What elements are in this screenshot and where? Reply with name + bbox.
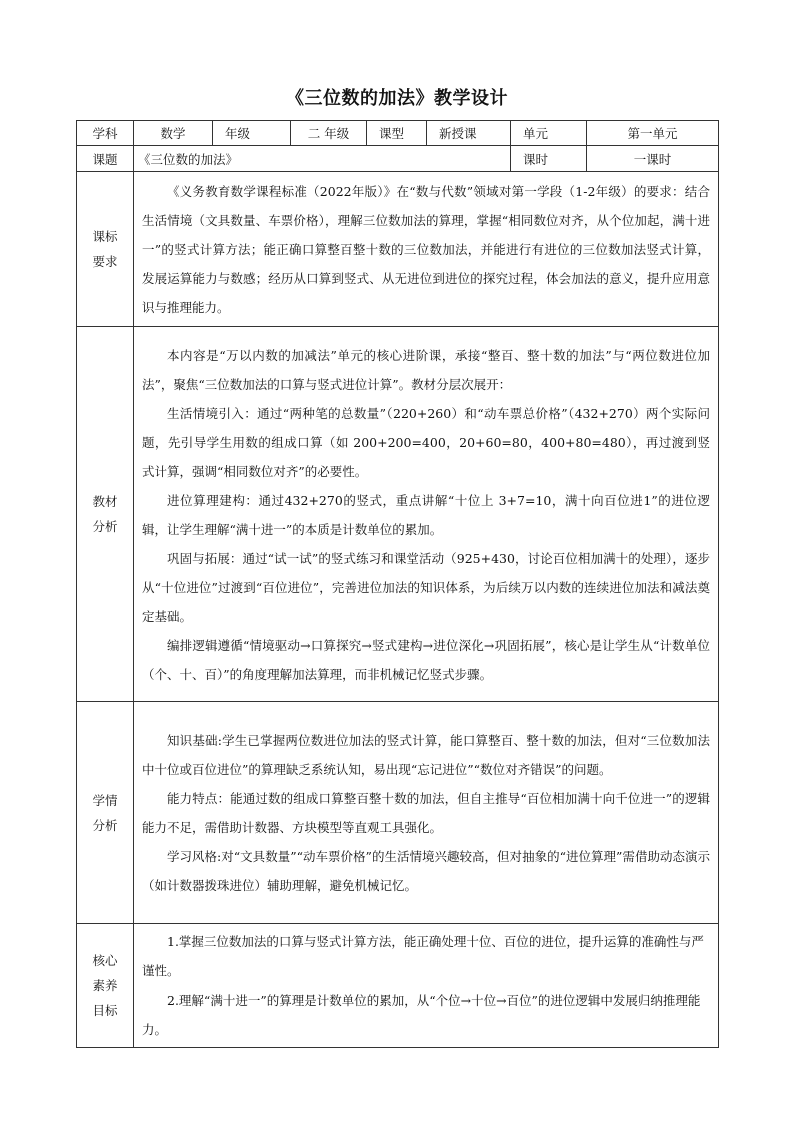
learner-content: [134, 702, 719, 924]
textbook-row: [77, 327, 719, 702]
type-value: 新授课: [427, 121, 511, 146]
lesson-plan-table: [76, 120, 719, 1048]
subject-value: 数学: [134, 121, 213, 146]
goals-row: [77, 924, 719, 1048]
learner-label-line2: 分析: [92, 817, 118, 833]
learner-label: [77, 702, 134, 924]
unit-value: 第一单元: [587, 121, 719, 146]
learner-paragraph: 知识基础:学生已掌握两位数进位加法的竖式计算，能口算整百、整十数的加法，但对“三位数加法中十位或百位进位”的算理缺乏系统认知，易出现“忘记进位”“数位对齐错误”的问题。: [142, 733, 710, 777]
topic-value: 《三位数的加法》: [134, 146, 511, 172]
goal-item: 1.掌握三位数加法的口算与竖式计算方法，能正确处理十位、百位的进位，提升运算的准确性与严谨性。: [142, 933, 704, 978]
learner-paragraph: 能力特点：能通过数的组成口算整百整十数的加法，但自主推导“百位相加满十向千位进一”的逻辑能力不足，需借助计数器、方块模型等直观工具强化。: [142, 791, 710, 835]
textbook-paragraph: 生活情境引入：通过“两种笔的总数量”（220+260）和“动车票总价格”（432+270）两个实际问题，先引导学生用数的组成口算（如 200+200=400，20+60=80，400+80=480），再过渡到竖式计算，强调“相同数位对齐”的必要性。: [142, 405, 710, 479]
textbook-paragraph: 巩固与拓展：通过“试一试”的竖式练习和课堂活动（925+430，讨论百位相加满十的处理），逐步从“十位进位”过渡到“百位进位”，完善进位加法的知识体系，为后续万以内数的连续进位加法和减法奠定基础。: [142, 550, 710, 624]
type-label: 课型: [367, 121, 427, 146]
goals-label-line3: 目标: [92, 1003, 118, 1018]
textbook-label: [77, 327, 134, 702]
goals-label-line2: 素养: [92, 978, 118, 993]
grade-label: 年级: [213, 121, 291, 146]
learner-paragraph: 学习风格:对“文具数量”“动车票价格”的生活情境兴趣较高，但对抽象的“进位算理”需借助动态演示（如计数器拨珠进位）辅助理解，避免机械记忆。: [142, 849, 710, 893]
period-label: 课时: [511, 146, 587, 172]
header-row: [77, 121, 719, 146]
standard-content: [134, 172, 719, 327]
goals-content: [134, 924, 719, 1048]
standard-label: [77, 172, 134, 327]
textbook-label-line1: 教材: [92, 494, 118, 509]
page-title: 《三位数的加法》教学设计: [286, 88, 508, 109]
textbook-paragraph: 编排逻辑遵循“情境驱动→口算探究→竖式建构→进位深化→巩固拓展”，核心是让学生从“计数单位（个、十、百）”的角度理解加法算理，而非机械记忆竖式步骤。: [142, 637, 710, 682]
textbook-label-line2: 分析: [92, 519, 118, 534]
textbook-content: [134, 327, 719, 702]
goals-label: [77, 924, 134, 1048]
goals-label-line1: 核心: [92, 953, 118, 968]
standard-label-line1: 课标: [92, 229, 118, 244]
learner-label-line1: 学情: [92, 792, 118, 808]
standard-label-line2: 要求: [92, 254, 118, 269]
grade-value: 二 年级: [291, 121, 367, 146]
topic-row: [77, 146, 719, 172]
period-value: 一课时: [587, 146, 719, 172]
standard-row: [77, 172, 719, 327]
standard-text: 《义务教育数学课程标准（2022年版）》在“数与代数”领域对第一学段（1-2年级）的要求：结合生活情境（文具数量、车票价格），理解三位数加法的算理，掌握“相同数位对齐，从个位加起，满十进一”的竖式计算方法；能正确口算整百整十数的三位数加法，并能进行有进位的三位数加法竖式计算，发展运算能力与数感；经历从口算到竖式、从无进位到进位的探究过程，体会加法的意义，提升应用意识与推理能力。: [142, 184, 710, 315]
textbook-paragraph: 进位算理建构：通过432+270的竖式，重点讲解“十位上 3+7=10，满十向百位进1”的进位逻辑，让学生理解“满十进一”的本质是计数单位的累加。: [142, 492, 710, 537]
topic-label: 课题: [77, 146, 134, 172]
learner-row: [77, 702, 719, 924]
goal-item: 2.理解“满十进一”的算理是计数单位的累加，从“个位→十位→百位”的进位逻辑中发展归纳推理能力。: [142, 992, 701, 1037]
textbook-paragraph: 本内容是“万以内数的加减法”单元的核心进阶课，承接“整百、整十数的加法”与“两位数进位加法”，聚焦“三位数加法的口算与竖式进位计算”。教材分层次展开：: [142, 347, 710, 392]
unit-label: 单元: [511, 121, 587, 146]
subject-label: 学科: [77, 121, 134, 146]
